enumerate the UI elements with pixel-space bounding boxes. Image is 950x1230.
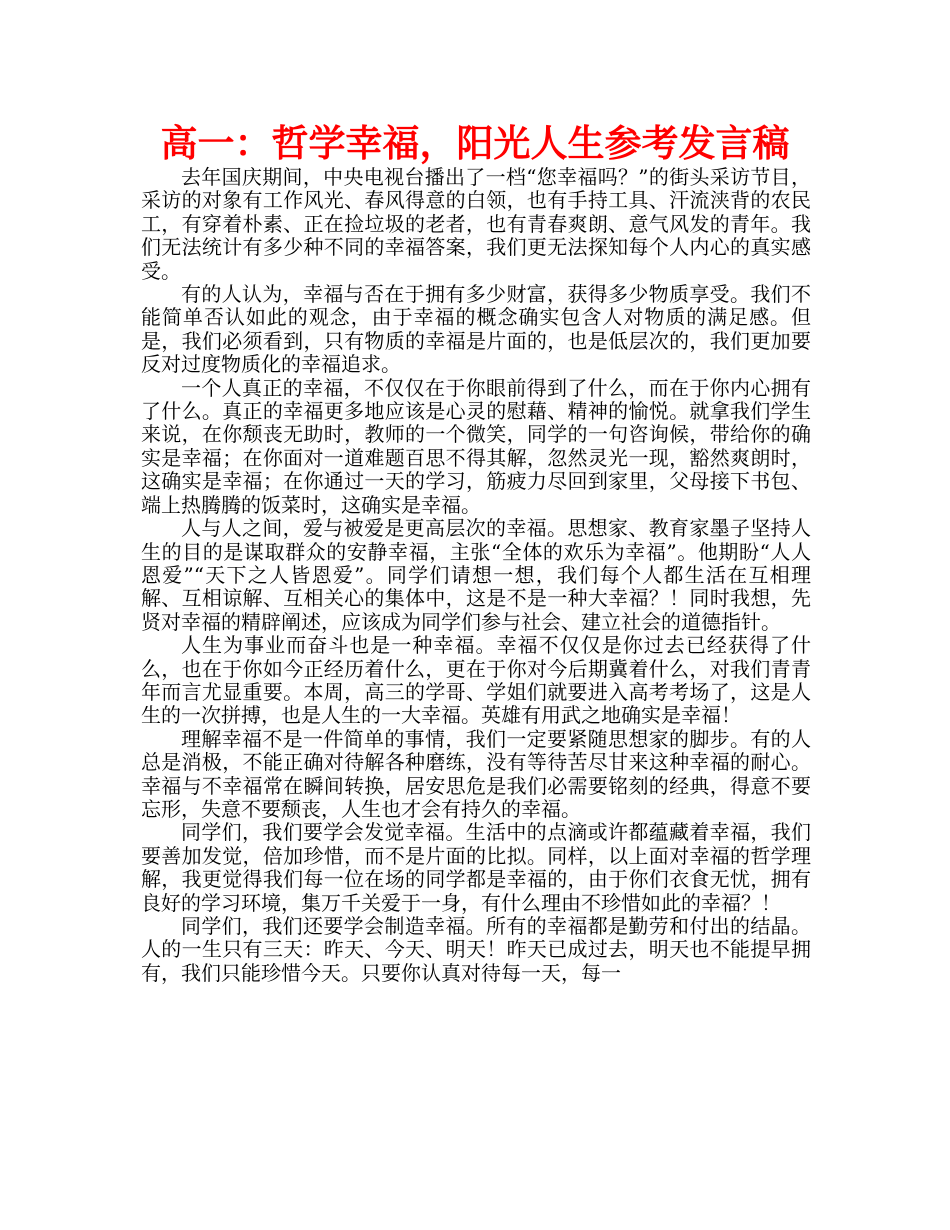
paragraph: 理解幸福不是一件简单的事情，我们一定要紧随思想家的脚步。有的人总是消极，不能正确对待解各种磨练，没有等待苦尽甘来这种幸福的耐心。幸福与不幸福常在瞬间转换，居安思危是我们必需要铭刻的经典，得意不要忘形，失意不要颓丧，人生也才会有持久的幸福。 bbox=[141, 726, 811, 821]
paragraph: 同学们，我们要学会发觉幸福。生活中的点滴或许都蕴藏着幸福，我们要善加发觉，倍加珍惜，而不是片面的比拟。同样，以上面对幸福的哲学理解，我更觉得我们每一位在场的同学都是幸福的，由于你们衣食无忧，拥有良好的学习环境，集万千关爱于一身，有什么理由不珍惜如此的幸福？！ bbox=[141, 820, 811, 915]
paragraph: 去年国庆期间，中央电视台播出了一档“您幸福吗？”的街头采访节目，采访的对象有工作风光、春风得意的白领，也有手持工具、汗流浃背的农民工，有穿着朴素、正在捡垃圾的老者，也有青春爽朗、意气风发的青年。我们无法统计有多少种不同的幸福答案，我们更无法探知每个人内心的真实感受。 bbox=[141, 165, 811, 283]
paragraph: 一个人真正的幸福，不仅仅在于你眼前得到了什么，而在于你内心拥有了什么。真正的幸福更多地应该是心灵的慰藉、精神的愉悦。就拿我们学生来说，在你颓丧无助时，教师的一个微笑，同学的一句咨询候，带给你的确实是幸福；在你面对一道难题百思不得其解，忽然灵光一现，豁然爽朗时，这确实是幸福；在你通过一天的学习，筋疲力尽回到家里，父母接下书包、端上热腾腾的饭菜时，这确实是幸福。 bbox=[141, 375, 811, 517]
document-body bbox=[141, 166, 811, 985]
document-title: 高一：哲学幸福，阳光人生参考发言稿 bbox=[160, 122, 790, 165]
paragraph: 同学们，我们还要学会制造幸福。所有的幸福都是勤劳和付出的结晶。人的一生只有三天：昨天、今天、明天！昨天已成过去，明天也不能提早拥有，我们只能珍惜今天。只要你认真对待每一天，每一 bbox=[141, 914, 811, 985]
paragraph: 人与人之间，爱与被爱是更高层次的幸福。思想家、教育家墨子坚持人生的目的是谋取群众的安静幸福，主张“全体的欢乐为幸福”。他期盼“人人恩爱”“天下之人皆恩爱”。同学们请想一想，我们每个人都生活在互相理解、互相谅解、互相关心的集体中，这是不是一种大幸福？！同时我想，先贤对幸福的精辟阐述，应该成为同学们参与社会、建立社会的道德指针。 bbox=[141, 516, 811, 634]
paragraph: 人生为事业而奋斗也是一种幸福。幸福不仅仅是你过去已经获得了什么，也在于你如今正经历着什么，更在于你对今后期冀着什么，对我们青青年而言尤显重要。本周，高三的学哥、学姐们就要进入高考考场了，这是人生的一次拼搏，也是人生的一大幸福。英雄有用武之地确实是幸福！ bbox=[141, 633, 811, 728]
paragraph: 有的人认为，幸福与否在于拥有多少财富，获得多少物质享受。我们不能简单否认如此的观念，由于幸福的概念确实包含人对物质的满足感。但是，我们必须看到，只有物质的幸福是片面的，也是低层次的，我们更加要反对过度物质化的幸福追求。 bbox=[141, 282, 811, 377]
